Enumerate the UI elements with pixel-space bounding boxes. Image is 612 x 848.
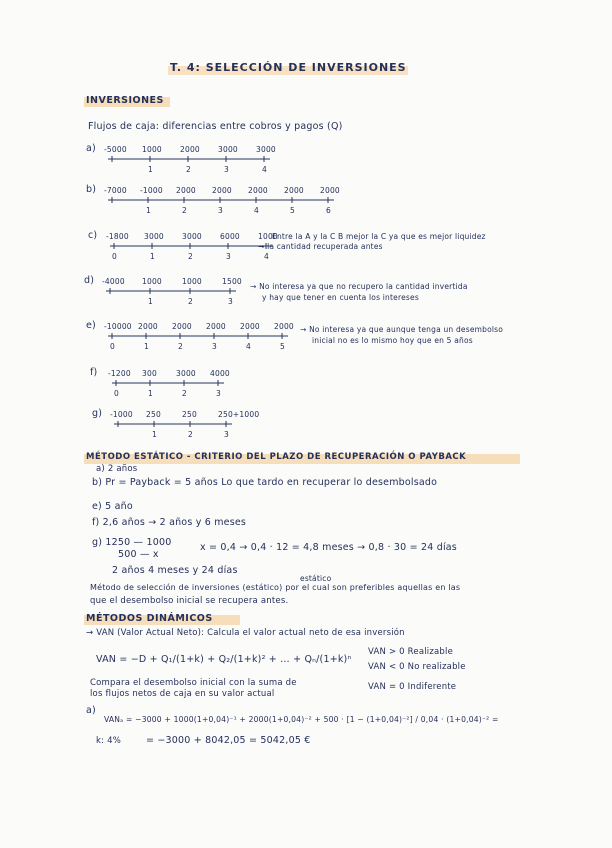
note-d-1: → No interesa ya que no recupero la cantidad invertida <box>250 282 468 291</box>
period-number: 3 <box>224 165 229 174</box>
van-calc-2: = −3000 + 8042,05 = 5042,05 € <box>146 735 311 746</box>
cash-flow-value: 3000 <box>218 145 238 154</box>
timeline-label: c) <box>88 230 98 241</box>
period-number: 5 <box>290 206 295 215</box>
estatico-a: a) 2 años <box>96 464 138 474</box>
van-calc-1: VANₐ = −3000 + 1000(1+0,04)⁻¹ + 2000(1+0,04)⁻² + 500 · [1 − (1+0,04)⁻²] / 0,04 · (1+0,04)⁻² = <box>104 715 499 724</box>
cash-flow-value: 1500 <box>222 277 242 286</box>
cash-flow-value: -1800 <box>106 232 129 241</box>
cash-flow-value: 1000 <box>182 277 202 286</box>
cash-flow-value: 3000 <box>256 145 276 154</box>
cash-flow-value: -10000 <box>104 322 132 331</box>
van-negative: VAN < 0 No realizable <box>368 662 466 672</box>
timeline-label: e) <box>86 320 96 331</box>
period-number: 1 <box>150 252 155 261</box>
period-number: 1 <box>148 297 153 306</box>
period-number: 2 <box>188 297 193 306</box>
period-number: 1 <box>144 342 149 351</box>
van-positive: VAN > 0 Realizable <box>368 647 454 657</box>
cash-flow-value: 2000 <box>180 145 200 154</box>
period-number: 4 <box>264 252 269 261</box>
timeline-label: d) <box>84 275 95 286</box>
estatico-g-4: 2 años 4 meses y 24 días <box>112 565 238 576</box>
period-number: 3 <box>218 206 223 215</box>
flujos-definition: Flujos de caja: diferencias entre cobros y pagos (Q) <box>88 121 343 132</box>
period-number: 2 <box>182 389 187 398</box>
note-d-2: y hay que tener en cuenta los intereses <box>262 293 419 302</box>
period-number: 1 <box>152 430 157 439</box>
cash-flow-value: 300 <box>142 369 157 378</box>
estatico-g-3: x = 0,4 → 0,4 · 12 = 4,8 meses → 0,8 · 30 = 24 días <box>200 542 457 553</box>
note-c-1: Entre la A y la C B mejor la C ya que es mejor liquidez <box>272 232 486 241</box>
section-metodo-estatico: MÉTODO ESTÁTICO - CRITERIO DEL PLAZO DE RECUPERACIÓN O PAYBACK <box>86 452 467 462</box>
van-compare-2: los flujos netos de caja en su valor actual <box>90 689 275 699</box>
cash-flow-value: 6000 <box>220 232 240 241</box>
period-number: 4 <box>262 165 267 174</box>
estatico-method-1: Método de selección de inversiones (estático) por el cual son preferibles aquellas en las <box>90 583 461 592</box>
period-number: 5 <box>280 342 285 351</box>
cash-flow-value: 2000 <box>138 322 158 331</box>
cash-flow-value: 3000 <box>144 232 164 241</box>
period-number: 4 <box>254 206 259 215</box>
timeline-label: b) <box>86 184 97 195</box>
estatico-g-2: 500 — x <box>118 549 159 560</box>
cash-flow-value: 2000 <box>284 186 304 195</box>
cash-flow-value: -1000 <box>110 410 133 419</box>
cash-flow-value: 3000 <box>176 369 196 378</box>
cash-flow-value: 4000 <box>210 369 230 378</box>
cash-flow-value: -1000 <box>140 186 163 195</box>
cash-flow-value: 2000 <box>274 322 294 331</box>
note-e-1: → No interesa ya que aunque tenga un desembolso <box>300 325 504 334</box>
period-number: 1 <box>148 165 153 174</box>
cash-flow-value: 2000 <box>240 322 260 331</box>
period-number: 2 <box>188 252 193 261</box>
cash-flow-value: 1000 <box>142 145 162 154</box>
cash-flow-value: 1000 <box>258 232 278 241</box>
period-number: 3 <box>228 297 233 306</box>
cash-flow-value: 2000 <box>248 186 268 195</box>
note-c-2: → la cantidad recuperada antes <box>258 242 383 251</box>
van-compare-1: Compara el desembolso inicial con la suma de <box>90 678 297 688</box>
timeline-label: a) <box>86 143 96 154</box>
period-number: 3 <box>216 389 221 398</box>
period-number: 3 <box>212 342 217 351</box>
cash-flow-value: 2000 <box>206 322 226 331</box>
period-number: 6 <box>326 206 331 215</box>
van-calc-label: a) <box>86 705 96 716</box>
cash-flow-value: -1200 <box>108 369 131 378</box>
van-definition: → VAN (Valor Actual Neto): Calcula el valor actual neto de esa inversión <box>86 628 405 638</box>
cash-flow-value: 250 <box>146 410 161 419</box>
period-number: 3 <box>226 252 231 261</box>
cash-flow-value: 250 <box>182 410 197 419</box>
cash-flow-value: -4000 <box>102 277 125 286</box>
note-e-2: inicial no es lo mismo hoy que en 5 años <box>312 336 473 345</box>
cash-flow-value: 2000 <box>172 322 192 331</box>
estatico-e: e) 5 año <box>92 501 133 512</box>
period-number: 2 <box>188 430 193 439</box>
timeline-label: f) <box>90 367 98 378</box>
period-number: 0 <box>114 389 119 398</box>
cash-flow-value: -5000 <box>104 145 127 154</box>
cash-flow-value: 1000 <box>142 277 162 286</box>
period-number: 0 <box>110 342 115 351</box>
period-number: 1 <box>146 206 151 215</box>
van-zero: VAN = 0 Indiferente <box>368 682 457 692</box>
cash-flow-value: 2000 <box>212 186 232 195</box>
cash-flow-value: 250+1000 <box>218 410 260 419</box>
estatico-f: f) 2,6 años → 2 años y 6 meses <box>92 517 247 528</box>
section-inversiones: INVERSIONES <box>86 95 164 106</box>
van-formula: VAN = −D + Q₁/(1+k) + Q₂/(1+k)² + … + Qₙ/(1+k)ⁿ <box>96 654 352 665</box>
cash-flow-value: 2000 <box>320 186 340 195</box>
estatico-method-2: que el desembolso inicial se recupera antes. <box>90 596 289 606</box>
period-number: 2 <box>182 206 187 215</box>
period-number: 0 <box>112 252 117 261</box>
period-number: 2 <box>186 165 191 174</box>
page-title: T. 4: SELECCIÓN DE INVERSIONES <box>170 61 407 74</box>
van-k-rate: k: 4% <box>96 736 121 746</box>
section-metodos-dinamicos: MÉTODOS DINÁMICOS <box>86 613 213 624</box>
cash-flow-value: -7000 <box>104 186 127 195</box>
period-number: 3 <box>224 430 229 439</box>
estatico-g-1: g) 1250 — 1000 <box>92 537 172 548</box>
timeline-label: g) <box>92 408 103 419</box>
estatico-b: b) Pr = Payback = 5 años Lo que tardo en recuperar lo desembolsado <box>92 477 438 488</box>
estatico-method-superscript: estático <box>300 574 332 583</box>
period-number: 1 <box>148 389 153 398</box>
cash-flow-value: 3000 <box>182 232 202 241</box>
period-number: 4 <box>246 342 251 351</box>
cash-flow-value: 2000 <box>176 186 196 195</box>
period-number: 2 <box>178 342 183 351</box>
